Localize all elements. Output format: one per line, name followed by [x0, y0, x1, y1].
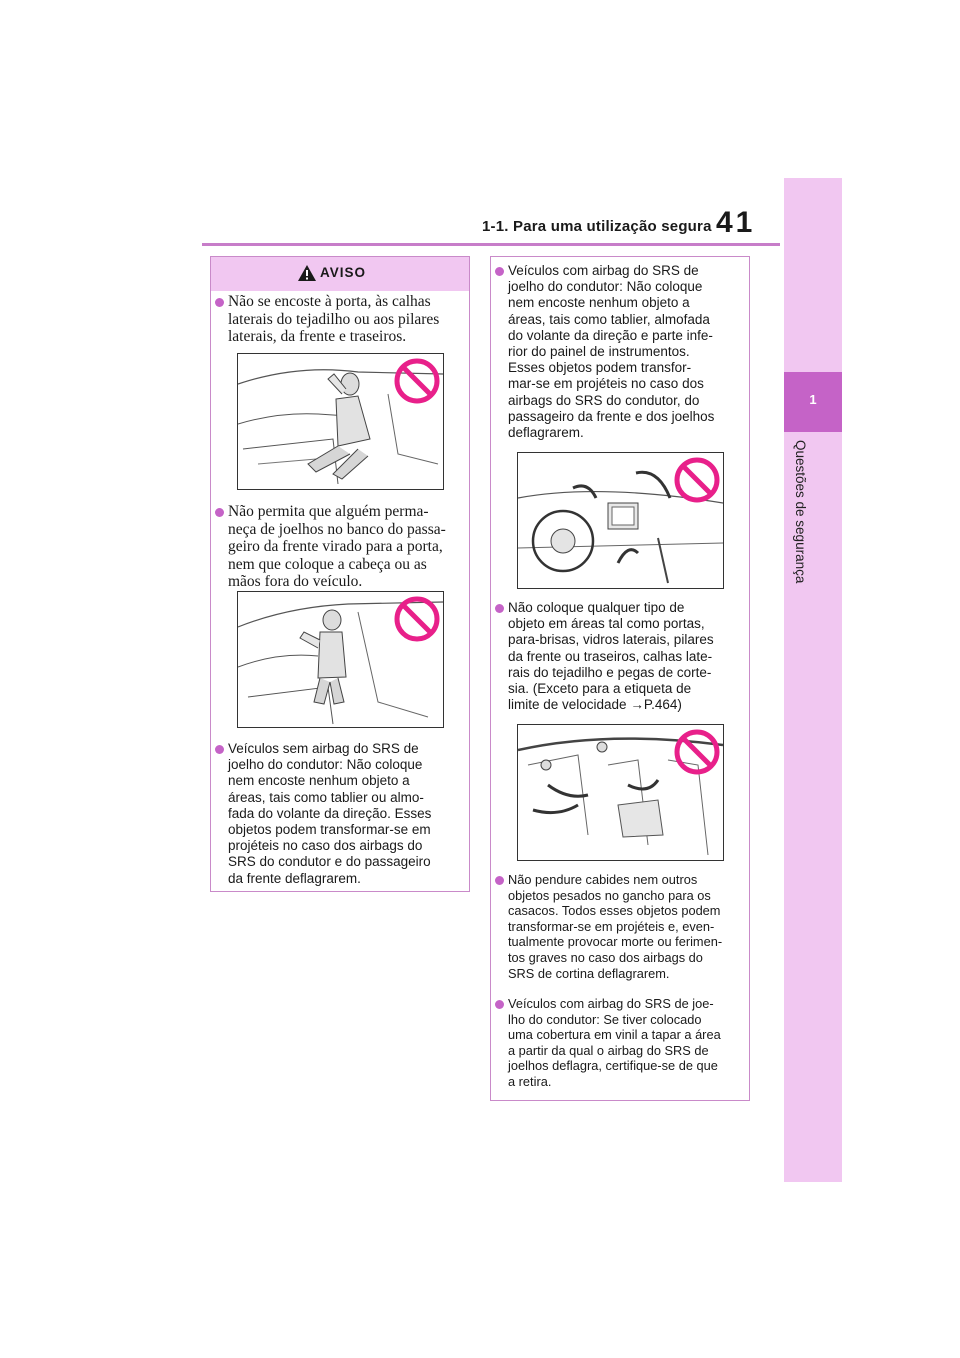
warning-box-right — [490, 256, 750, 1101]
chapter-side-tab — [784, 178, 842, 1182]
bullet-icon — [215, 745, 224, 754]
figure-person-leaning-door — [237, 353, 444, 490]
warning-header — [211, 257, 469, 291]
figure-cabin-areas — [517, 724, 724, 861]
bullet-icon — [495, 876, 504, 885]
section-title: 1-1. Para uma utilização segura — [482, 218, 712, 235]
warning-item-vinyl-cover: Veículos com airbag do SRS de joe- lho do condutor: Se tiver colocado uma cobertura em vinil a tapar a área a partir da qual o airbag do SRS de joelhos deflagra, certifique-se de que a retira. — [508, 996, 721, 1090]
warning-item-lean-door: Não se encoste à porta, às calhas laterais do tejadilho ou aos pilares laterais, da frente e traseiros. — [228, 293, 439, 346]
chapter-number: 1 — [809, 392, 817, 407]
bullet-icon — [215, 298, 224, 307]
prohibition-icon — [393, 357, 441, 405]
bullet-icon — [495, 1000, 504, 1009]
prohibition-icon — [393, 595, 441, 643]
prohibition-icon — [673, 728, 721, 776]
prohibition-icon — [673, 456, 721, 504]
warning-triangle-icon — [297, 264, 317, 282]
header-rule — [202, 243, 780, 246]
figure-dashboard-objects — [517, 452, 724, 589]
page-number: 41 — [716, 206, 756, 239]
chapter-title: Questões de segurança — [793, 440, 808, 584]
warning-item-no-knee-airbag: Veículos sem airbag do SRS de joelho do condutor: Não coloque nem encoste nenhum objeto a áreas, tais como tablier ou almo- fada do volante da direção. Esses objetos podem transformar-se em projéteis no caso dos airbags do SRS do condutor e do passageiro da frente deflagrarem. — [228, 741, 431, 887]
bullet-icon — [215, 508, 224, 517]
warning-item-knee-airbag: Veículos com airbag do SRS de joelho do condutor: Não coloque nem encoste nenhum objeto a áreas, tais como tablier, almofada do volante da direção e parte infe- rior do painel de instrumentos. Esses objetos podem transfor- mar-se em projéteis no caso dos airbags do SRS do condutor, do passageiro da frente e dos joelhos deflagrarem. — [508, 263, 714, 441]
bullet-icon — [495, 267, 504, 276]
warning-item-no-objects: Não coloque qualquer tipo de objeto em áreas tal como portas, para-brisas, vidros laterais, pilares da frente ou traseiros, calhas late- rais do tejadilho e pegas de corte- sia. (Exceto para a etiqueta de limite de velocidade →P.464) — [508, 600, 714, 713]
warning-item-kneeling: Não permita que alguém perma- neça de joelhos no banco do passa- geiro da frente virado para a porta, nem que coloque a cabeça ou as mãos fora do veículo. — [228, 503, 446, 591]
bullet-icon — [495, 604, 504, 613]
warning-item-coat-hook: Não pendure cabides nem outros objetos pesados no gancho para os casacos. Todos esses objetos podem transformar-se em projéteis e, even- tualmente provocar morte ou ferimen- tos graves no caso dos airbags do SRS de cortina deflagrarem. — [508, 872, 722, 981]
warning-label: AVISO — [320, 265, 367, 280]
warning-box-left — [210, 256, 470, 892]
figure-person-kneeling-seat — [237, 591, 444, 728]
